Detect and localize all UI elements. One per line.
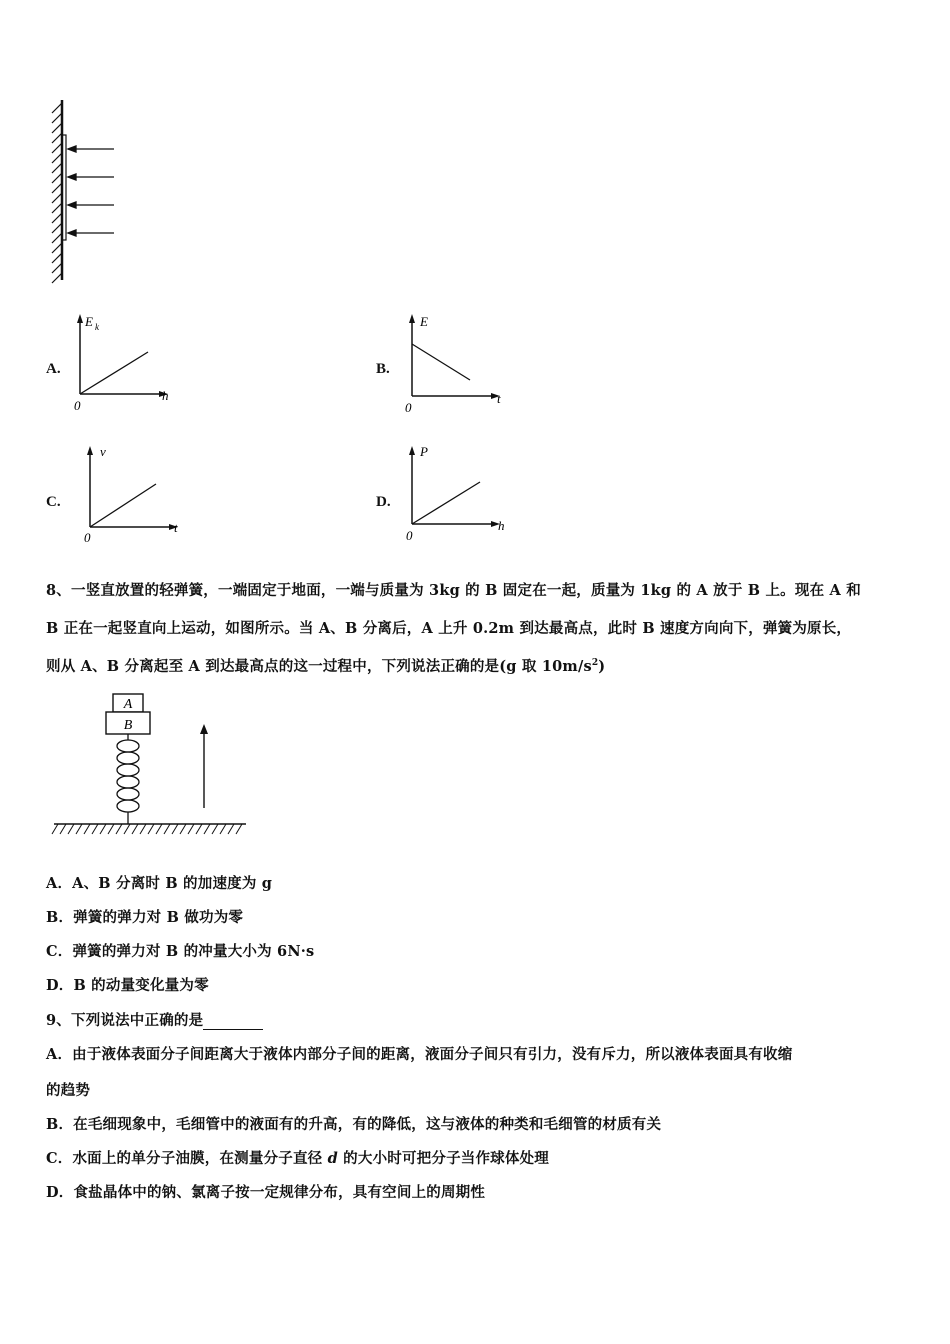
spring-block-figure [50, 690, 250, 840]
q8-option-c[interactable]: C．弹簧的弹力对 B 的冲量大小为 6N·s [46, 943, 315, 960]
wall-figure [40, 95, 130, 285]
option-label: C. [46, 494, 61, 510]
y-axis-subscript: k [95, 322, 99, 332]
answer-blank [203, 1015, 263, 1030]
ground-hatch [52, 824, 242, 834]
origin-label: 0 [406, 528, 413, 543]
x-axis-label: h [162, 388, 169, 403]
q9-option-c[interactable] [46, 1147, 549, 1168]
q9-option-d[interactable]: D．食盐晶体中的钠、氯离子按一定规律分布，具有空间上的周期性 [46, 1184, 486, 1201]
origin-label: 0 [74, 398, 81, 413]
origin-label: 0 [84, 530, 91, 545]
x-axis-label: t [497, 391, 501, 406]
block-b-label: B [123, 718, 133, 733]
q8-option-d[interactable]: D．B 的动量变化量为零 [46, 977, 209, 994]
q9-stem [46, 1009, 263, 1030]
q9-option-a-line1[interactable]: A．由于液体表面分子间距离大于液体内部分子间的距离，液面分子间只有引力，没有斥力，所以液体表面具有收缩 [46, 1046, 793, 1063]
y-axis-label: E [85, 314, 93, 329]
q8-stem-line1: 8、一竖直放置的轻弹簧，一端固定于地面，一端与质量为 3kg 的 B 固定在一起，质量为 1kg 的 A 放于 B 上。现在 A 和 [46, 582, 861, 599]
graph-b [400, 310, 510, 415]
origin-label: 0 [405, 400, 412, 415]
y-axis-label: v [100, 444, 106, 459]
variable-d: d [327, 1150, 338, 1167]
spring-coil [117, 734, 139, 824]
x-axis-label: t [174, 520, 178, 535]
q8-stem-line3-text: 则从 A、B 分离起至 A 到达最高点的这一过程中，下列说法正确的是(g 取 10m/s [46, 658, 592, 675]
q9-option-a-line2[interactable]: 的趋势 [46, 1082, 91, 1099]
graph-a [70, 310, 180, 415]
option-label: B. [376, 361, 390, 377]
graph-c [78, 442, 188, 547]
option-label: D. [376, 494, 391, 510]
q9-stem-text: 9、下列说法中正确的是 [46, 1012, 204, 1029]
y-axis-label: E [420, 314, 428, 329]
q8-stem-line3 [46, 655, 605, 676]
q8-option-a[interactable]: A．A、B 分离时 B 的加速度为 g [46, 875, 273, 892]
y-axis-label: P [420, 444, 428, 459]
option-label: A. [46, 361, 61, 377]
q9-option-b[interactable]: B．在毛细现象中，毛细管中的液面有的升高，有的降低，这与液体的种类和毛细管的材质有关 [46, 1116, 662, 1133]
closing-paren: ) [598, 658, 606, 675]
q8-stem-line2: B 正在一起竖直向上运动，如图所示。当 A、B 分离后，A 上升 0.2m 到达最高点，此时 B 速度方向向下，弹簧为原长， [46, 620, 852, 637]
q9-option-c-text-end: 的大小时可把分子当作球体处理 [337, 1150, 549, 1167]
exponent: 2 [591, 658, 599, 669]
q9-option-c-text: C．水面上的单分子油膜，在测量分子直径 [46, 1150, 328, 1167]
block-a-label: A [123, 697, 133, 712]
q8-option-b[interactable]: B．弹簧的弹力对 B 做功为零 [46, 909, 244, 926]
x-axis-label: h [498, 518, 505, 533]
graph-d [400, 442, 510, 547]
